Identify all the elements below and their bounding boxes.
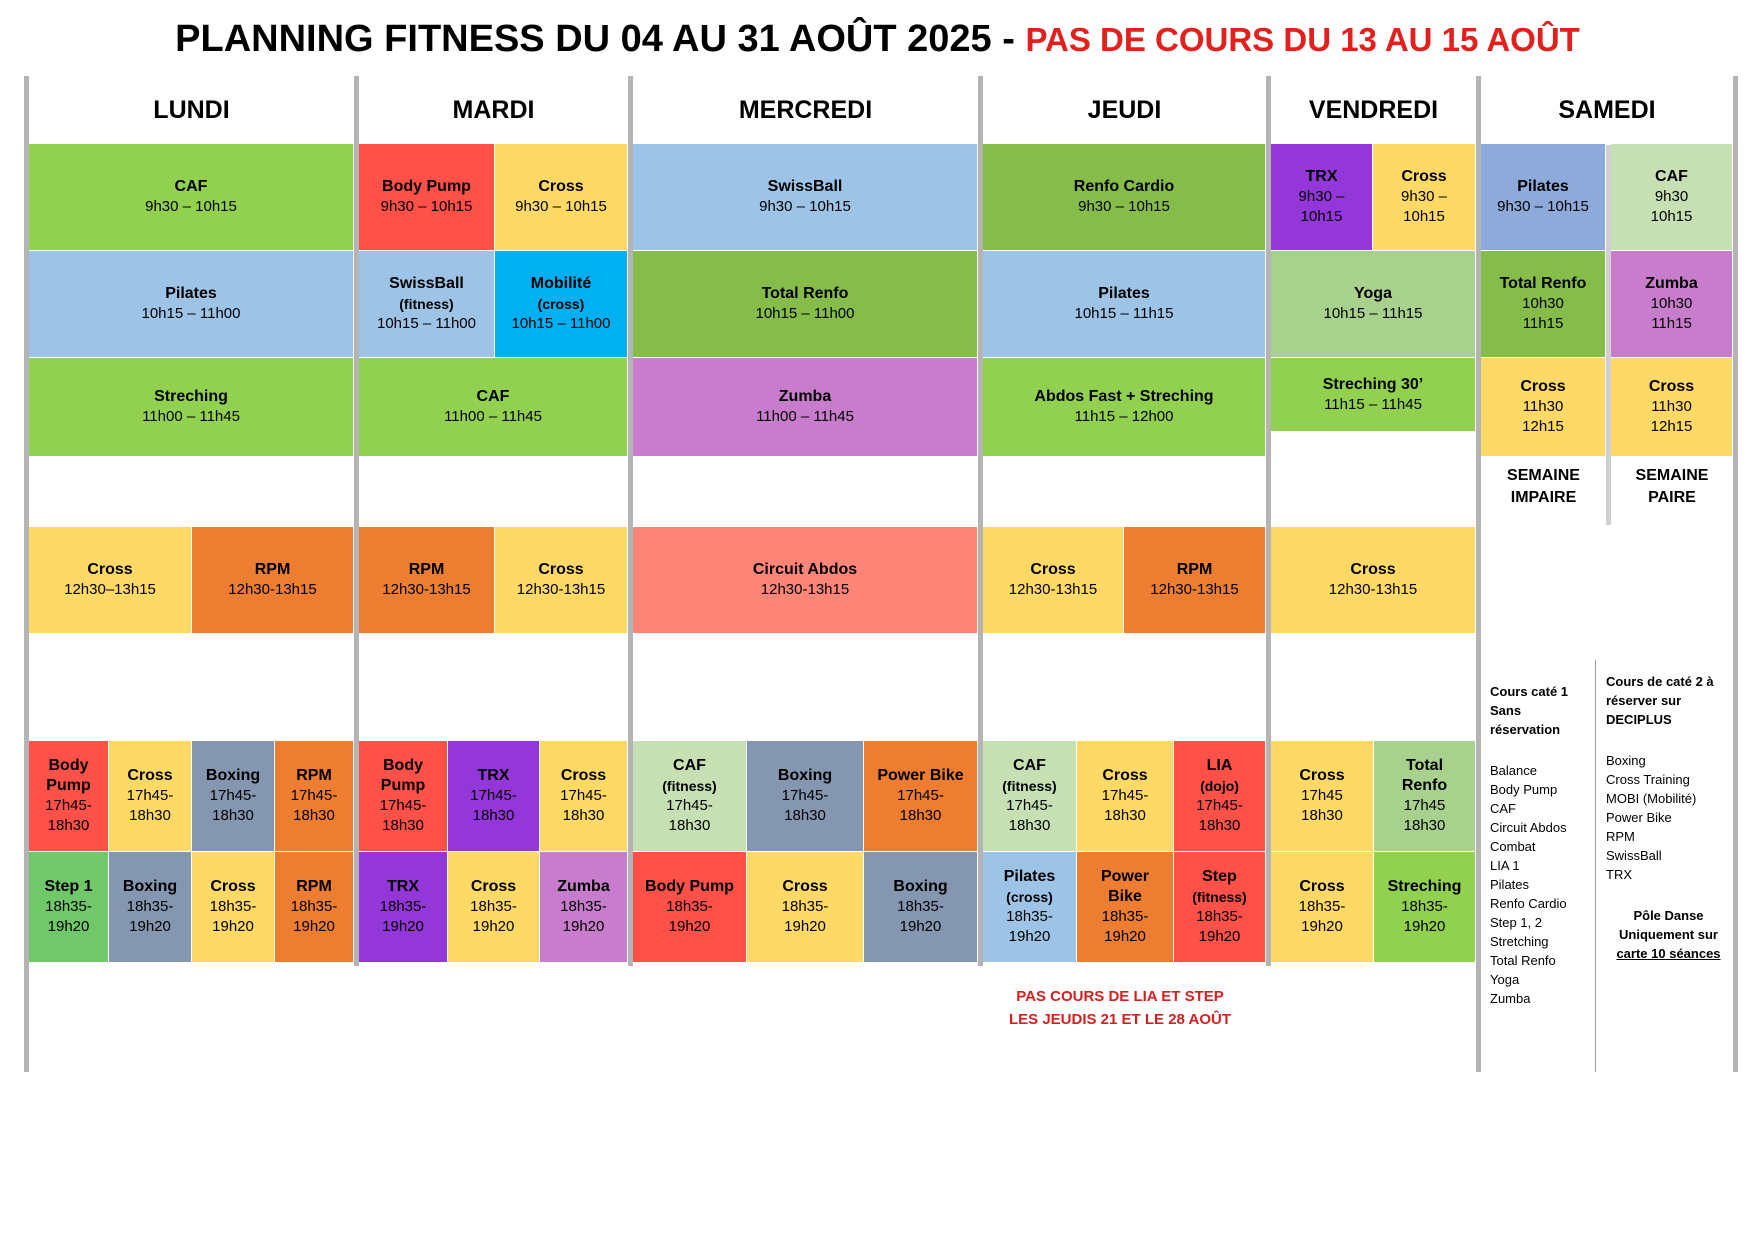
category-2-item: MOBI (Mobilité) bbox=[1606, 791, 1697, 806]
class-name: Boxing bbox=[777, 767, 833, 784]
class-time: 17h45- 18h30 bbox=[290, 787, 338, 824]
class-name: TRX bbox=[387, 878, 419, 895]
class-time: 12h30-13h15 bbox=[1328, 581, 1418, 598]
class-slot[interactable] bbox=[495, 251, 628, 358]
page-title bbox=[0, 18, 1755, 61]
class-name: SwissBall bbox=[767, 178, 843, 195]
class-name: TRX bbox=[1305, 168, 1338, 185]
class-name: Power Bike bbox=[1100, 868, 1149, 905]
category-1-item: Balance bbox=[1490, 763, 1537, 778]
class-time: 18h35- 19h20 bbox=[560, 898, 607, 935]
class-name: RPM bbox=[254, 561, 291, 578]
class-subtitle: (fitness) bbox=[1192, 889, 1247, 905]
class-name: Power Bike bbox=[877, 767, 964, 784]
class-slot[interactable] bbox=[1611, 251, 1733, 358]
class-time: 10h30 11h15 bbox=[1650, 295, 1693, 332]
class-name: TRX bbox=[477, 767, 510, 784]
category-1-item: Step 1, 2 bbox=[1490, 915, 1543, 930]
class-time: 12h30-13h15 bbox=[516, 581, 606, 598]
class-name: RPM bbox=[296, 878, 332, 895]
class-time: 11h00 – 11h45 bbox=[142, 408, 240, 425]
category-2-item: Cross Training bbox=[1606, 772, 1690, 787]
class-name: CAF bbox=[1655, 168, 1688, 185]
class-slot[interactable] bbox=[1077, 741, 1174, 852]
class-slot[interactable] bbox=[983, 144, 1266, 251]
class-name: RPM bbox=[408, 561, 445, 578]
class-time: 12h30-13h15 bbox=[228, 581, 317, 598]
class-slot[interactable] bbox=[1271, 852, 1374, 963]
class-time: 10h15 – 11h15 bbox=[1074, 305, 1174, 322]
class-time: 9h30 – 10h15 bbox=[1497, 198, 1589, 215]
class-name: Cross bbox=[87, 561, 133, 578]
class-name: Streching bbox=[1387, 878, 1462, 895]
class-time: 12h30-13h15 bbox=[1150, 581, 1239, 598]
class-time: 10h15 – 11h00 bbox=[755, 305, 855, 322]
category-1-item: Stretching bbox=[1490, 934, 1549, 949]
class-slot[interactable] bbox=[29, 527, 192, 634]
class-slot[interactable] bbox=[747, 852, 864, 963]
class-time: 17h45- 18h30 bbox=[379, 797, 427, 834]
class-name: Body Pump bbox=[46, 757, 91, 794]
title-notice: PAS DE COURS DU 13 AU 15 AOÛT bbox=[1025, 21, 1580, 58]
class-time: 18h35- 19h20 bbox=[470, 898, 517, 935]
class-name: Cross bbox=[1350, 561, 1396, 578]
class-time: 18h35- 19h20 bbox=[45, 898, 92, 935]
class-name: CAF bbox=[1013, 757, 1046, 774]
class-time: 18h35- 19h20 bbox=[1298, 898, 1346, 935]
class-slot[interactable] bbox=[29, 741, 109, 852]
class-time: 18h35- 19h20 bbox=[1196, 908, 1243, 945]
class-time: 9h30 – 10h15 bbox=[759, 198, 851, 215]
class-slot[interactable] bbox=[983, 852, 1077, 963]
class-slot[interactable] bbox=[192, 741, 275, 852]
class-slot[interactable] bbox=[540, 741, 628, 852]
class-slot[interactable] bbox=[983, 527, 1124, 634]
day-header: MERCREDI bbox=[738, 96, 873, 124]
pole-danse-card: carte 10 séances bbox=[1616, 946, 1721, 961]
class-time: 17h45- 18h30 bbox=[1101, 787, 1149, 824]
class-name: Cross bbox=[470, 878, 517, 895]
class-slot[interactable] bbox=[1611, 144, 1733, 251]
class-slot[interactable] bbox=[633, 527, 978, 634]
class-time: 17h45- 18h30 bbox=[126, 787, 174, 824]
class-time: 18h35- 19h20 bbox=[897, 898, 944, 935]
class-time: 17h45- 18h30 bbox=[1196, 797, 1243, 834]
category-2-heading: Cours de caté 2 à réserver sur DECIPLUS bbox=[1606, 674, 1714, 727]
class-time: 18h35- 19h20 bbox=[1006, 908, 1053, 945]
category-1-item: Zumba bbox=[1490, 991, 1531, 1006]
week-label-impaire: SEMAINE IMPAIRE bbox=[1507, 467, 1580, 506]
jeudi-notice-line: LES JEUDIS 21 ET LE 28 AOÛT bbox=[1008, 1011, 1231, 1028]
class-slot[interactable] bbox=[359, 358, 628, 457]
class-slot[interactable] bbox=[1271, 741, 1374, 852]
class-slot[interactable] bbox=[1374, 741, 1476, 852]
class-slot[interactable] bbox=[1481, 358, 1606, 457]
class-slot[interactable] bbox=[359, 527, 495, 634]
class-name: Mobilité bbox=[530, 275, 592, 292]
class-slot[interactable] bbox=[633, 144, 978, 251]
class-time: 17h45- 18h30 bbox=[897, 787, 944, 824]
class-name: Cross bbox=[127, 767, 173, 784]
class-name: Boxing bbox=[893, 878, 948, 895]
class-name: Pilates bbox=[1098, 285, 1150, 302]
class-slot[interactable] bbox=[29, 144, 354, 251]
class-slot[interactable] bbox=[29, 852, 109, 963]
class-slot[interactable] bbox=[275, 741, 354, 852]
class-slot[interactable] bbox=[359, 741, 448, 852]
class-subtitle: (dojo) bbox=[1200, 778, 1239, 794]
class-time: 9h30 – 10h15 bbox=[145, 198, 237, 215]
category-1-item: Pilates bbox=[1490, 877, 1530, 892]
class-time: 9h30 – 10h15 bbox=[1401, 188, 1447, 225]
class-name: Cross bbox=[1299, 767, 1345, 784]
day-header: SAMEDI bbox=[1558, 96, 1656, 124]
class-time: 17h45 18h30 bbox=[1403, 797, 1446, 834]
class-name: Cross bbox=[538, 561, 584, 578]
class-name: Zumba bbox=[557, 878, 610, 895]
class-slot[interactable] bbox=[1124, 527, 1266, 634]
class-name: Cross bbox=[1102, 767, 1148, 784]
category-1-item: Yoga bbox=[1490, 972, 1520, 987]
class-name: Streching bbox=[154, 388, 228, 405]
class-name: CAF bbox=[673, 757, 706, 774]
class-time: 12h30-13h15 bbox=[760, 581, 850, 598]
class-slot[interactable] bbox=[1271, 251, 1476, 358]
class-time: 9h30 – 10h15 bbox=[1298, 188, 1345, 225]
class-time: 17h45 18h30 bbox=[1301, 787, 1343, 824]
class-name: Zumba bbox=[778, 388, 832, 405]
class-time: 9h30 – 10h15 bbox=[380, 198, 473, 215]
day-header: VENDREDI bbox=[1308, 96, 1439, 124]
class-slot[interactable] bbox=[983, 741, 1077, 852]
class-name: Renfo Cardio bbox=[1073, 178, 1175, 195]
class-name: LIA bbox=[1206, 757, 1233, 774]
category-2-item: Boxing bbox=[1606, 753, 1646, 768]
class-time: 17h45- 18h30 bbox=[781, 787, 829, 824]
class-name: Yoga bbox=[1354, 285, 1392, 302]
class-slot[interactable] bbox=[1174, 852, 1266, 963]
jeudi-notice bbox=[985, 985, 1255, 1031]
class-name: Cross bbox=[1520, 378, 1566, 395]
class-slot[interactable] bbox=[448, 741, 540, 852]
class-slot[interactable] bbox=[359, 251, 495, 358]
class-time: 17h45- 18h30 bbox=[209, 787, 257, 824]
class-name: RPM bbox=[1176, 561, 1213, 578]
class-slot[interactable] bbox=[495, 144, 628, 251]
class-slot[interactable] bbox=[540, 852, 628, 963]
class-time: 12h30-13h15 bbox=[382, 581, 471, 598]
category-1-item: CAF bbox=[1490, 801, 1516, 816]
class-slot[interactable] bbox=[1374, 852, 1476, 963]
grid-line bbox=[1595, 660, 1596, 1072]
class-name: Total Renfo bbox=[761, 285, 849, 302]
class-name: Step bbox=[1202, 868, 1237, 885]
class-slot[interactable] bbox=[359, 852, 448, 963]
class-subtitle: (cross) bbox=[1006, 889, 1053, 905]
category-1-item: Total Renfo bbox=[1490, 953, 1556, 968]
class-subtitle: (fitness) bbox=[662, 778, 717, 794]
class-name: Abdos Fast + Streching bbox=[1034, 388, 1214, 405]
category-1-item: LIA 1 bbox=[1490, 858, 1520, 873]
class-name: Boxing bbox=[122, 878, 178, 895]
class-slot[interactable] bbox=[633, 358, 978, 457]
pole-danse-condition: Uniquement sur bbox=[1619, 927, 1718, 942]
class-time: 11h00 – 11h45 bbox=[756, 408, 854, 425]
class-slot[interactable] bbox=[633, 251, 978, 358]
class-time: 12h30-13h15 bbox=[1008, 581, 1098, 598]
class-name: Cross bbox=[1030, 561, 1076, 578]
class-time: 10h30 11h15 bbox=[1522, 295, 1564, 332]
class-time: 17h45- 18h30 bbox=[666, 797, 713, 834]
class-name: Body Pump bbox=[380, 757, 426, 794]
class-name: Streching 30’ bbox=[1322, 375, 1424, 393]
class-name: Cross bbox=[538, 178, 584, 195]
class-name: Cross bbox=[1401, 168, 1447, 185]
class-time: 11h15 – 11h45 bbox=[1324, 395, 1422, 413]
class-time: 11h00 – 11h45 bbox=[444, 408, 542, 425]
category-2-item: Power Bike bbox=[1606, 810, 1672, 825]
class-time: 11h30 12h15 bbox=[1650, 398, 1693, 435]
class-slot[interactable] bbox=[864, 852, 978, 963]
class-slot[interactable] bbox=[448, 852, 540, 963]
day-header: LUNDI bbox=[153, 96, 230, 124]
class-time: 9h30 10h15 bbox=[1650, 188, 1693, 225]
class-time: 17h45- 18h30 bbox=[560, 787, 607, 824]
category-1-note bbox=[1490, 682, 1590, 1008]
class-time: 18h35- 19h20 bbox=[1101, 908, 1149, 945]
pole-danse-label: Pôle Danse bbox=[1633, 908, 1704, 923]
class-slot[interactable] bbox=[983, 358, 1266, 457]
class-name: Circuit Abdos bbox=[752, 561, 858, 578]
class-slot[interactable] bbox=[29, 358, 354, 457]
class-name: Cross bbox=[1299, 878, 1345, 895]
jeudi-notice-line: PAS COURS DE LIA ET STEP bbox=[1016, 988, 1224, 1005]
class-time: 18h35- 19h20 bbox=[1401, 898, 1448, 935]
class-name: Body Pump bbox=[382, 178, 471, 195]
class-time: 18h35- 19h20 bbox=[209, 898, 257, 935]
title-main: PLANNING FITNESS DU 04 AU 31 AOÛT 2025 bbox=[175, 18, 992, 60]
class-slot[interactable] bbox=[275, 852, 354, 963]
class-subtitle: (fitness) bbox=[399, 296, 454, 312]
day-header: MARDI bbox=[452, 96, 535, 124]
class-name: CAF bbox=[174, 178, 208, 195]
class-name: Pilates bbox=[1517, 178, 1569, 195]
category-2-item: RPM bbox=[1606, 829, 1635, 844]
class-name: Step 1 bbox=[44, 878, 93, 895]
class-slot[interactable] bbox=[359, 144, 495, 251]
class-slot[interactable] bbox=[1373, 144, 1476, 251]
class-name: Total Renfo bbox=[1401, 757, 1448, 794]
class-slot[interactable] bbox=[109, 741, 192, 852]
class-name: Body Pump bbox=[645, 878, 734, 895]
class-time: 18h35- 19h20 bbox=[666, 898, 713, 935]
class-time: 18h35- 19h20 bbox=[290, 898, 338, 935]
class-time: 12h30–13h15 bbox=[64, 581, 156, 598]
class-time: 9h30 – 10h15 bbox=[1078, 198, 1170, 215]
class-slot[interactable] bbox=[192, 852, 275, 963]
class-slot[interactable] bbox=[1271, 527, 1476, 634]
class-time: 11h15 – 12h00 bbox=[1074, 408, 1174, 425]
grid-line bbox=[1733, 76, 1738, 1072]
category-1-item: Circuit Abdos bbox=[1490, 820, 1567, 835]
class-time: 17h45- 18h30 bbox=[470, 787, 517, 824]
class-slot[interactable] bbox=[1611, 358, 1733, 457]
class-name: Cross bbox=[210, 878, 256, 895]
class-time: 10h15 – 11h00 bbox=[141, 305, 241, 322]
class-slot[interactable] bbox=[1481, 251, 1606, 358]
week-label-paire: SEMAINE PAIRE bbox=[1635, 467, 1709, 506]
category-1-item: Renfo Cardio bbox=[1490, 896, 1567, 911]
class-name: Total Renfo bbox=[1499, 275, 1587, 292]
class-slot[interactable] bbox=[633, 852, 747, 963]
class-time: 17h45- 18h30 bbox=[45, 797, 92, 834]
category-1-heading: Cours caté 1 Sans réservation bbox=[1490, 684, 1569, 737]
class-time: 17h45- 18h30 bbox=[1006, 797, 1053, 834]
class-name: RPM bbox=[296, 767, 332, 784]
class-slot[interactable] bbox=[109, 852, 192, 963]
class-time: 10h15 – 11h15 bbox=[1323, 305, 1423, 322]
class-slot[interactable] bbox=[495, 527, 628, 634]
class-slot[interactable] bbox=[192, 527, 354, 634]
class-slot[interactable] bbox=[1481, 144, 1606, 251]
category-2-item: TRX bbox=[1606, 867, 1632, 882]
class-name: Zumba bbox=[1645, 275, 1698, 292]
class-time: 18h35- 19h20 bbox=[126, 898, 174, 935]
class-time: 11h30 12h15 bbox=[1522, 398, 1564, 435]
class-slot[interactable] bbox=[1271, 358, 1476, 432]
class-subtitle: (cross) bbox=[537, 296, 585, 312]
class-slot[interactable] bbox=[983, 251, 1266, 358]
class-slot[interactable] bbox=[29, 251, 354, 358]
class-slot[interactable] bbox=[1174, 741, 1266, 852]
day-header: JEUDI bbox=[1087, 96, 1162, 124]
class-slot[interactable] bbox=[864, 741, 978, 852]
category-1-item: Body Pump bbox=[1490, 782, 1558, 797]
class-name: Cross bbox=[560, 767, 607, 784]
class-name: Cross bbox=[1648, 378, 1695, 395]
class-name: Pilates bbox=[165, 285, 217, 302]
class-time: 10h15 – 11h00 bbox=[511, 315, 611, 332]
class-time: 10h15 – 11h00 bbox=[377, 315, 476, 332]
class-time: 9h30 – 10h15 bbox=[515, 198, 607, 215]
class-name: SwissBall bbox=[389, 275, 464, 292]
class-time: 18h35- 19h20 bbox=[781, 898, 829, 935]
class-subtitle: (fitness) bbox=[1002, 778, 1057, 794]
category-2-note bbox=[1606, 672, 1731, 963]
class-slot[interactable] bbox=[633, 741, 747, 852]
class-time: 18h35- 19h20 bbox=[379, 898, 427, 935]
class-name: Cross bbox=[782, 878, 828, 895]
class-name: Boxing bbox=[205, 767, 261, 784]
class-slot[interactable] bbox=[1077, 852, 1174, 963]
class-name: Pilates bbox=[1003, 868, 1056, 885]
class-slot[interactable] bbox=[747, 741, 864, 852]
title-separator: - bbox=[991, 18, 1026, 60]
class-slot[interactable] bbox=[1271, 144, 1373, 251]
category-1-item: Combat bbox=[1490, 839, 1536, 854]
category-2-item: SwissBall bbox=[1606, 848, 1662, 863]
class-name: CAF bbox=[476, 388, 510, 405]
